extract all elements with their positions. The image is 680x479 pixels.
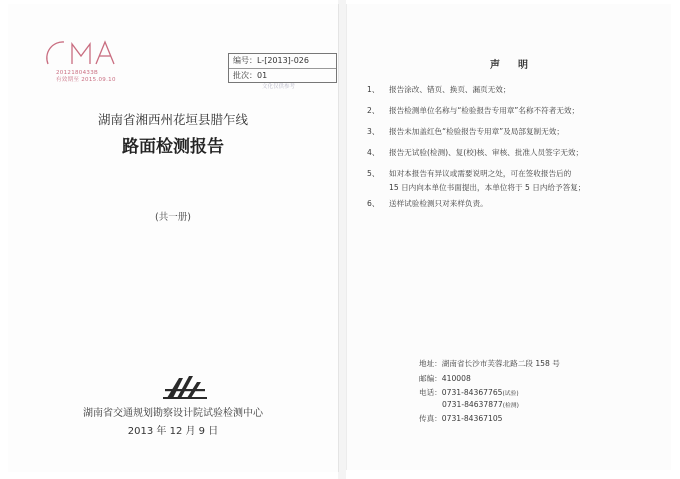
cover-page <box>8 4 339 472</box>
declaration-item-number: 3、 <box>367 127 380 136</box>
phone-line-2 <box>442 400 519 409</box>
address-value: 湖南省长沙市芙蓉北路二段 158 号 <box>441 359 560 368</box>
organization-name: 湖南省交通规划勘察设计院试验检测中心 <box>83 408 263 419</box>
address-line <box>419 358 560 369</box>
phone-line-1 <box>419 387 519 398</box>
report-title: 路面检测报告 <box>122 137 224 157</box>
cma-line-2: 有效期至 2015.09.10 <box>56 76 116 83</box>
postcode-line <box>419 373 471 384</box>
phone-1-value: 0731-84367765 <box>441 388 503 397</box>
declaration-item-continuation: 15 日内向本单位书面提出，本单位将于 5 日内给予答复； <box>389 183 586 192</box>
declaration-item-text: 报告未加盖红色“检验报告专用章”及局部复制无效； <box>389 127 564 136</box>
address-label: 地址： <box>419 359 442 368</box>
declaration-heading: 声明 <box>490 60 546 71</box>
declaration-item-text: 如对本报告有异议或需要说明之处，可在签收报告后的 <box>389 169 572 178</box>
declaration-item-number: 2、 <box>367 106 380 115</box>
declaration-item <box>367 105 667 116</box>
declaration-item-text: 报告无试验(检测)、复(校)核、审核、批准人员签字无效； <box>389 148 584 157</box>
declaration-item-number: 5、 <box>367 169 380 178</box>
fax-value: 0731-84367105 <box>441 414 503 423</box>
declaration-item <box>367 147 667 158</box>
report-number-row <box>229 54 336 68</box>
fax-line <box>419 413 503 424</box>
declaration-item <box>367 126 667 137</box>
declaration-item <box>367 198 667 209</box>
report-subtitle: 湖南省湘西州花垣县腊乍线 <box>97 112 248 127</box>
declaration-item-text: 报告检测单位名称与“检验报告专用章”名称不符者无效； <box>389 106 580 115</box>
phone-1-note: (试验) <box>502 391 519 397</box>
faint-stamp-text: 文化仅供参考 <box>262 84 296 90</box>
cma-logo <box>44 34 118 74</box>
report-number-label: 编号： <box>233 56 257 65</box>
postcode-value: 410008 <box>441 374 471 383</box>
declaration-item-number: 4、 <box>367 148 380 157</box>
declaration-item-number: 1、 <box>367 85 380 94</box>
volume-note: (共一册) <box>155 212 191 223</box>
report-number-value: L-[2013]-026 <box>257 56 309 65</box>
report-number-box <box>228 53 337 83</box>
phone-2-value: 0731-84637877 <box>442 400 503 409</box>
declaration-item <box>367 168 667 179</box>
cma-accreditation-text <box>56 70 116 83</box>
organization-logo-icon <box>163 372 207 400</box>
declaration-item <box>367 84 667 95</box>
declaration-item-number: 6、 <box>367 199 380 208</box>
batch-label: 批次： <box>233 71 257 80</box>
declaration-item-text: 报告涂改、错页、换页、漏页无效； <box>389 85 511 94</box>
phone-2-note: (检测) <box>502 403 519 409</box>
batch-value: 01 <box>257 71 268 80</box>
batch-row <box>229 68 336 82</box>
page-gutter <box>338 0 346 479</box>
fax-label: 传真： <box>419 414 442 423</box>
phone-label: 电话： <box>419 388 442 397</box>
report-date: 2013 年 12 月 9 日 <box>127 426 219 437</box>
declaration-page <box>346 4 671 470</box>
cma-line-1: 2012180433B <box>56 70 99 76</box>
declaration-item-text: 送样试验检测只对来样负责。 <box>389 199 488 208</box>
postcode-label: 邮编： <box>419 374 442 383</box>
